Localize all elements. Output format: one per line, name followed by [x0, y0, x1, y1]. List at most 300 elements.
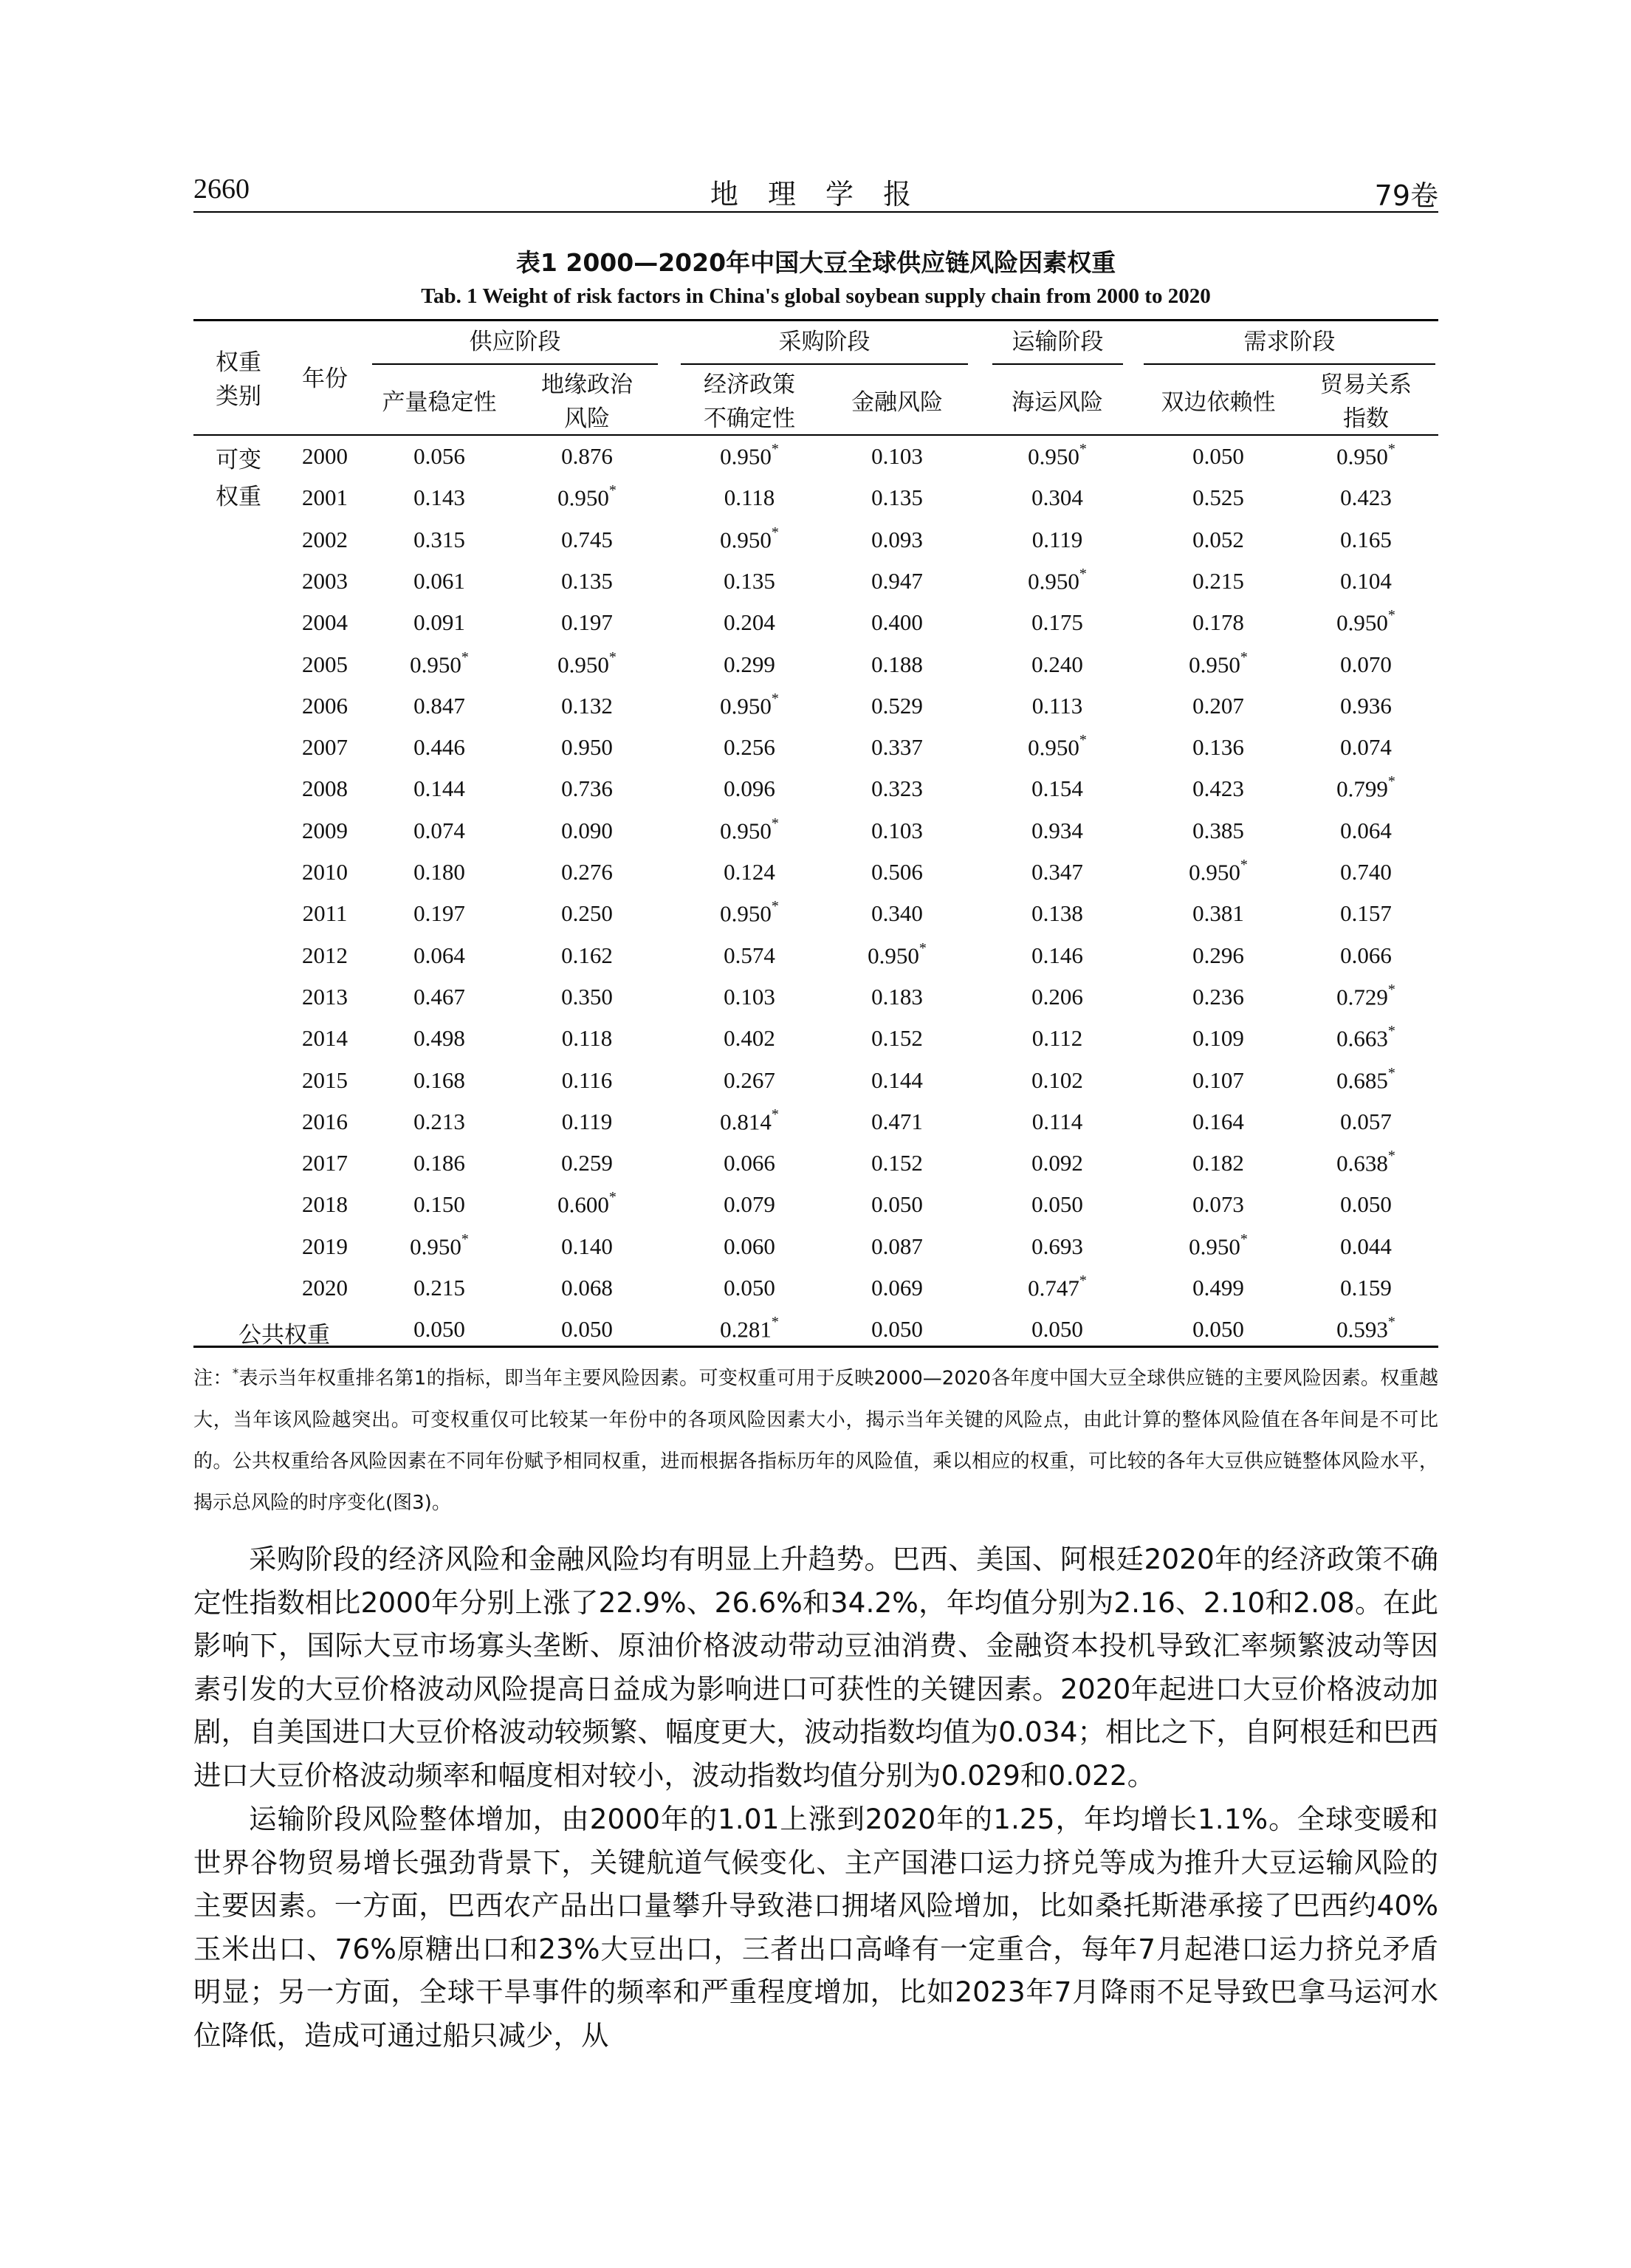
table-cell [683, 942, 816, 969]
year-cell: 2004 [302, 609, 348, 636]
cell-value: 0.347 [1031, 859, 1083, 885]
table-cell [1152, 527, 1285, 553]
header-rule [193, 211, 1438, 213]
table-cell [1299, 1064, 1432, 1094]
cell-value: 0.070 [1340, 651, 1392, 677]
cell-value: 0.638 [1336, 1150, 1388, 1176]
table-cell [991, 734, 1124, 761]
top-rank-marker: * [1079, 1272, 1087, 1289]
cell-value: 0.814 [720, 1109, 772, 1135]
table-cell [991, 1233, 1124, 1260]
top-rank-marker: * [1387, 981, 1395, 998]
cell-value: 0.183 [871, 983, 923, 1010]
header-line: 双边依赖性 [1161, 389, 1276, 416]
cell-value: 0.276 [561, 859, 613, 885]
table-cell [1299, 1316, 1432, 1343]
table-cell [373, 609, 506, 636]
table-cell [1152, 900, 1285, 927]
header-line: 类别 [216, 383, 261, 410]
top-rank-marker: * [1240, 648, 1248, 665]
table-cell [521, 775, 653, 802]
top-rank-marker: * [1387, 441, 1395, 457]
header-column [1144, 386, 1292, 419]
cell-value: 0.574 [724, 942, 775, 968]
table-cell [1299, 775, 1432, 802]
top-rank-marker: * [771, 898, 779, 915]
table-cell [991, 942, 1124, 969]
top-rank-marker: * [608, 1189, 617, 1206]
cell-value: 0.087 [871, 1233, 923, 1259]
table-cell [1152, 1191, 1285, 1218]
header-column [365, 386, 513, 419]
table-cell [991, 818, 1124, 844]
cell-value: 0.471 [871, 1108, 923, 1134]
table-cell [683, 1233, 816, 1260]
cell-value: 0.207 [1192, 692, 1244, 719]
cell-value: 0.350 [561, 983, 613, 1010]
table-cell [991, 1191, 1124, 1218]
cell-value: 0.119 [561, 1108, 613, 1134]
table-cell [521, 527, 653, 553]
table-cell [1299, 1109, 1432, 1135]
cell-value: 0.188 [871, 651, 923, 677]
table-cell [991, 527, 1124, 553]
cell-value: 0.950 [410, 651, 461, 677]
cell-value: 0.529 [871, 692, 923, 719]
table-cell [683, 609, 816, 636]
running-head [193, 168, 1438, 213]
cell-value: 0.506 [871, 859, 923, 885]
table-cell [373, 527, 506, 553]
top-rank-marker: * [1387, 607, 1395, 624]
table-cell [683, 484, 816, 511]
cell-value: 0.113 [1031, 692, 1083, 719]
cell-value: 0.593 [1336, 1316, 1388, 1343]
cell-value: 0.140 [561, 1233, 613, 1259]
cell-value: 0.281 [720, 1316, 772, 1343]
table-cell [373, 818, 506, 844]
cell-value: 0.138 [1031, 900, 1083, 927]
table-cell [521, 1109, 653, 1135]
cell-value: 0.400 [871, 609, 923, 636]
cell-value: 0.337 [871, 734, 923, 761]
cell-value: 0.197 [561, 609, 613, 636]
table-cell [1152, 818, 1285, 844]
table-cell [991, 1025, 1124, 1052]
cell-value: 0.745 [561, 526, 613, 552]
table-cell [373, 775, 506, 802]
table-cell [683, 1191, 816, 1218]
table-cell [1152, 609, 1285, 636]
table-cell [831, 1233, 964, 1260]
cell-value: 0.180 [413, 859, 465, 885]
table-cell [1152, 1275, 1285, 1301]
header-line: 可变 [216, 447, 261, 473]
cell-value: 0.950 [868, 942, 919, 968]
cell-value: 0.103 [871, 443, 923, 469]
cell-value: 0.093 [871, 526, 923, 552]
cell-value: 0.204 [724, 609, 775, 636]
header-line: 经济政策 [704, 371, 795, 398]
table-cell [521, 1275, 653, 1301]
table-cell [521, 942, 653, 969]
cell-value: 0.118 [724, 484, 775, 511]
journal-title: 地 理 学 报 [710, 178, 922, 210]
top-rank-marker: * [1079, 441, 1087, 457]
table-cell [831, 984, 964, 1010]
cell-value: 0.102 [1031, 1066, 1083, 1093]
table-cell [683, 815, 816, 844]
table-cell [373, 568, 506, 595]
header-column [823, 386, 971, 419]
header-group-underline [681, 363, 968, 365]
cell-value: 0.206 [1031, 983, 1083, 1010]
cell-value: 0.050 [1340, 1191, 1392, 1218]
header-line: 地缘政治 [541, 371, 633, 398]
table-cell [831, 1067, 964, 1094]
table-cell [683, 984, 816, 1010]
table-cell [831, 527, 964, 553]
cell-value: 0.074 [413, 817, 465, 843]
cell-value: 0.116 [561, 1066, 613, 1093]
table-cell [373, 942, 506, 969]
table-cell [373, 1150, 506, 1176]
table-cell [991, 651, 1124, 678]
table-cell [373, 1316, 506, 1343]
cell-value: 0.060 [724, 1233, 775, 1259]
year-cell: 2007 [302, 734, 348, 761]
table-cell [991, 565, 1124, 595]
cell-value: 0.064 [1340, 817, 1392, 843]
table-cell [373, 1025, 506, 1052]
top-rank-marker: * [1387, 1148, 1395, 1165]
header-group: 需求阶段 [1243, 329, 1336, 355]
cell-value: 0.132 [561, 692, 613, 719]
note-star: * [232, 1366, 239, 1381]
year-cell: 2006 [302, 692, 348, 719]
cell-value: 0.135 [561, 567, 613, 594]
cell-value: 0.107 [1192, 1066, 1244, 1093]
year-cell: 2010 [302, 859, 348, 885]
table-cell [1152, 693, 1285, 719]
cell-value: 0.118 [561, 1025, 613, 1052]
cell-value: 0.299 [724, 651, 775, 677]
cell-value: 0.950 [720, 693, 772, 719]
table-cell [683, 1067, 816, 1094]
table-cell [991, 1109, 1124, 1135]
cell-value: 0.186 [413, 1150, 465, 1176]
table-cell [521, 1316, 653, 1343]
cell-value: 0.044 [1340, 1233, 1392, 1259]
cell-value: 0.159 [1340, 1275, 1392, 1301]
year-cell: 2000 [302, 443, 348, 469]
cell-value: 0.950 [1189, 859, 1240, 885]
cell-value: 0.114 [1031, 1108, 1083, 1134]
cell-value: 0.164 [1192, 1108, 1244, 1134]
year-cell: 2013 [302, 983, 348, 1010]
header-group: 采购阶段 [778, 329, 871, 355]
header-line: 风险 [564, 405, 610, 432]
table-cell [683, 1025, 816, 1052]
cell-value: 0.950 [1336, 609, 1388, 636]
table-cell [683, 1150, 816, 1176]
header-line: 权重 [216, 349, 261, 376]
cell-value: 0.385 [1192, 817, 1244, 843]
top-rank-marker: * [1240, 857, 1248, 873]
cell-value: 0.197 [413, 900, 465, 927]
cell-value: 0.315 [413, 526, 465, 552]
table-cell [991, 484, 1124, 511]
table-cell [373, 443, 506, 470]
header-group: 运输阶段 [1012, 329, 1104, 355]
cell-value: 0.050 [1192, 1316, 1244, 1343]
cell-value: 0.847 [413, 692, 465, 719]
table-cell [1152, 942, 1285, 969]
header-group-underline [1144, 363, 1435, 365]
table-cell [521, 443, 653, 470]
table-cell [991, 859, 1124, 885]
table-cell [1299, 1191, 1432, 1218]
table-cell [373, 1109, 506, 1135]
cell-value: 0.250 [561, 900, 613, 927]
top-rank-marker: * [461, 648, 469, 665]
table-cell [991, 775, 1124, 802]
cell-value: 0.950 [720, 900, 772, 927]
cell-value: 0.950 [1028, 568, 1079, 595]
table-cell [831, 651, 964, 678]
table-cell [1299, 1275, 1432, 1301]
table-cell [1152, 1230, 1285, 1260]
header-column [676, 368, 823, 436]
table-cell [683, 568, 816, 595]
table-cell [521, 1233, 653, 1260]
table-cell [831, 900, 964, 927]
cell-value: 0.104 [1340, 567, 1392, 594]
cell-value: 0.423 [1340, 484, 1392, 511]
table-cell [521, 1150, 653, 1176]
cell-value: 0.096 [724, 775, 775, 802]
cell-value: 0.064 [413, 942, 465, 968]
cell-value: 0.950 [557, 484, 609, 511]
table-cell [1299, 693, 1432, 719]
cell-value: 0.050 [724, 1275, 775, 1301]
table-cell [1299, 981, 1432, 1010]
cell-value: 0.423 [1192, 775, 1244, 802]
cell-value: 0.109 [1192, 1025, 1244, 1052]
table-cell [373, 1067, 506, 1094]
top-rank-marker: * [771, 815, 779, 832]
year-cell: 2019 [302, 1233, 348, 1259]
cell-value: 0.950 [561, 734, 613, 761]
cell-value: 0.950 [1336, 443, 1388, 470]
cell-value: 0.213 [413, 1108, 465, 1134]
table-cell [521, 734, 653, 761]
top-rank-marker: * [608, 482, 617, 499]
cell-value: 0.950 [557, 651, 609, 677]
table-cell [991, 1150, 1124, 1176]
header-group-underline [992, 363, 1123, 365]
table-cell [373, 984, 506, 1010]
cell-value: 0.950 [720, 526, 772, 552]
table-cell [521, 818, 653, 844]
table-cell [373, 1230, 506, 1260]
table-cell [991, 1067, 1124, 1094]
cell-value: 0.069 [871, 1275, 923, 1301]
volume-label: 79卷 [1374, 179, 1438, 212]
table-cell [991, 1316, 1124, 1343]
table-cell [521, 484, 653, 511]
cell-value: 0.168 [413, 1066, 465, 1093]
table-caption-en: Tab. 1 Weight of risk factors in China's global soybean supply chain from 2000 to 2020 [421, 284, 1211, 308]
table-cell [1152, 443, 1285, 470]
table-cell [521, 1025, 653, 1052]
cell-value: 0.950 [1028, 734, 1079, 761]
table-cell [373, 1191, 506, 1218]
table-cell [1152, 859, 1285, 885]
table-cell [831, 1150, 964, 1176]
cell-value: 0.740 [1340, 859, 1392, 885]
table-cell [831, 859, 964, 885]
header-group-underline [372, 363, 658, 365]
table-cell [521, 693, 653, 719]
cell-value: 0.135 [724, 567, 775, 594]
cell-value: 0.950 [720, 443, 772, 470]
table-cell [831, 443, 964, 470]
year-cell: 2009 [302, 817, 348, 843]
cell-value: 0.143 [413, 484, 465, 511]
cell-value: 0.092 [1031, 1150, 1083, 1176]
header-group: 供应阶段 [469, 329, 561, 355]
table-cell [521, 1191, 653, 1218]
table-cell [831, 818, 964, 844]
table-cell [1299, 818, 1432, 844]
cell-value: 0.947 [871, 567, 923, 594]
cell-value: 0.157 [1340, 900, 1392, 927]
header-weight-type [198, 346, 279, 414]
header-line: 产量稳定性 [382, 389, 497, 416]
top-rank-marker: * [771, 1106, 779, 1123]
cell-value: 0.747 [1028, 1275, 1079, 1301]
table-cell [991, 693, 1124, 719]
table-cell [1152, 1025, 1285, 1052]
cell-value: 0.146 [1031, 942, 1083, 968]
cell-value: 0.215 [1192, 567, 1244, 594]
header-year: 年份 [302, 366, 348, 392]
cell-value: 0.136 [1192, 734, 1244, 761]
cell-value: 0.256 [724, 734, 775, 761]
header-line: 海运风险 [1012, 389, 1103, 416]
year-cell: 2017 [302, 1150, 348, 1176]
year-cell: 2008 [302, 775, 348, 802]
cell-value: 0.498 [413, 1025, 465, 1052]
cell-value: 0.057 [1340, 1108, 1392, 1134]
table-cell [1299, 568, 1432, 595]
cell-value: 0.150 [413, 1191, 465, 1218]
table-cell [831, 568, 964, 595]
table-cell [1299, 859, 1432, 885]
cell-value: 0.144 [871, 1066, 923, 1093]
cell-value: 0.729 [1336, 984, 1388, 1010]
cell-value: 0.950 [1028, 443, 1079, 470]
cell-value: 0.050 [561, 1316, 613, 1343]
table-cell [831, 1316, 964, 1343]
cell-value: 0.050 [1031, 1316, 1083, 1343]
note-prefix: 注： [193, 1367, 233, 1390]
table-cell [683, 524, 816, 553]
table-cell [991, 900, 1124, 927]
top-rank-marker: * [1079, 732, 1087, 749]
cell-value: 0.152 [871, 1025, 923, 1052]
cell-value: 0.693 [1031, 1233, 1083, 1259]
table-cell [831, 484, 964, 511]
table-cell [373, 484, 506, 511]
cell-value: 0.162 [561, 942, 613, 968]
table-cell [373, 859, 506, 885]
top-rank-marker: * [771, 524, 779, 541]
table-cell [831, 609, 964, 636]
cell-value: 0.090 [561, 817, 613, 843]
header-line: 权重 [216, 484, 261, 510]
table-cell [521, 1067, 653, 1094]
table-cell [683, 651, 816, 678]
year-cell: 2002 [302, 526, 348, 552]
cell-value: 0.050 [871, 1191, 923, 1218]
cell-value: 0.323 [871, 775, 923, 802]
header-line: 金融风险 [851, 389, 943, 416]
top-rank-marker: * [771, 690, 779, 707]
table-cell [831, 939, 964, 969]
cell-value: 0.600 [557, 1191, 609, 1218]
table-bottom-rule [193, 1346, 1438, 1348]
note-text: 表示当年权重排名第1的指标，即当年主要风险因素。可变权重可用于反映2000—2020各年度中国大豆全球供应链的主要风险因素。权重越大，当年该风险越突出。可变权重仅可比较某一年份中的各项风险因素大小，揭示当年关键的风险点，由此计算的整体风险值在各年间是不可比的。公共权重给各风险因素在不同年份赋予相同权重，进而根据各指标历年的风险值，乘以相应的权重，可比较的各年大豆供应链整体风险水平，揭示总风险的时序变化(图3)。 [193, 1367, 1438, 1514]
top-rank-marker: * [608, 648, 617, 665]
cell-value: 0.304 [1031, 484, 1083, 511]
cell-value: 0.402 [724, 1025, 775, 1052]
cell-value: 0.381 [1192, 900, 1244, 927]
cell-value: 0.950 [720, 818, 772, 844]
top-rank-marker: * [1387, 1314, 1395, 1331]
year-cell: 2020 [302, 1275, 348, 1301]
table-cell [1152, 1067, 1285, 1094]
top-rank-marker: * [1387, 1064, 1395, 1081]
cell-value: 0.119 [1031, 526, 1083, 552]
table-cell [831, 693, 964, 719]
table-cell [1152, 734, 1285, 761]
cell-value: 0.050 [413, 1316, 465, 1343]
cell-value: 0.950 [410, 1233, 461, 1260]
cell-value: 0.215 [413, 1275, 465, 1301]
cell-value: 0.073 [1192, 1191, 1244, 1218]
cell-value: 0.340 [871, 900, 923, 927]
table-cell [1152, 484, 1285, 511]
table-cell [683, 1106, 816, 1135]
body-paragraph-1: 采购阶段的经济风险和金融风险均有明显上升趋势。巴西、美国、阿根廷2020年的经济政策不确定性指数相比2000年分别上涨了22.9%、26.6%和34.2%，年均值分别为2.16、2.10和2.08。在此影响下，国际大豆市场寡头垄断、原油价格波动带动豆油消费、金融资本投机导致汇率频繁波动等因素引发的大豆价格波动风险提高日益成为影响进口可获性的关键因素。2020年起进口大豆价格波动加剧，自美国进口大豆价格波动较频繁、幅度更大，波动指数均值为0.034；相比之下，自阿根廷和巴西进口大豆价格波动频率和幅度相对较小，波动指数均值分别为0.029和0.022。 [193, 1543, 1438, 1792]
table-cell [991, 1272, 1124, 1301]
table-cell [1152, 984, 1285, 1010]
cell-value: 0.144 [413, 775, 465, 802]
table-cell [373, 900, 506, 927]
top-rank-marker: * [771, 1314, 779, 1331]
variable-weight-label [198, 442, 279, 515]
table-top-rule [193, 319, 1438, 321]
table-cell [1152, 648, 1285, 678]
table-cell [683, 443, 816, 470]
cell-value: 0.950 [1189, 1233, 1240, 1260]
table-cell [831, 1191, 964, 1218]
table-cell [683, 775, 816, 802]
body-paragraph-2: 运输阶段风险整体增加，由2000年的1.01上涨到2020年的1.25，年均增长1.1%。全球变暖和世界谷物贸易增长强劲背景下，关键航道气候变化、主产国港口运力挤兑等成为推升大豆运输风险的主要因素。一方面，巴西农产品出口量攀升导致港口拥堵风险增加，比如桑托斯港承接了巴西约40%玉米出口、76%原糖出口和23%大豆出口，三者出口高峰有一定重合，每年7月起港口运力挤兑矛盾明显；另一方面，全球干旱事件的频率和严重程度增加，比如2023年7月降雨不足导致巴拿马运河水位降低，造成可通过船只减少，从 [193, 1803, 1438, 2052]
table-cell [683, 1275, 816, 1301]
